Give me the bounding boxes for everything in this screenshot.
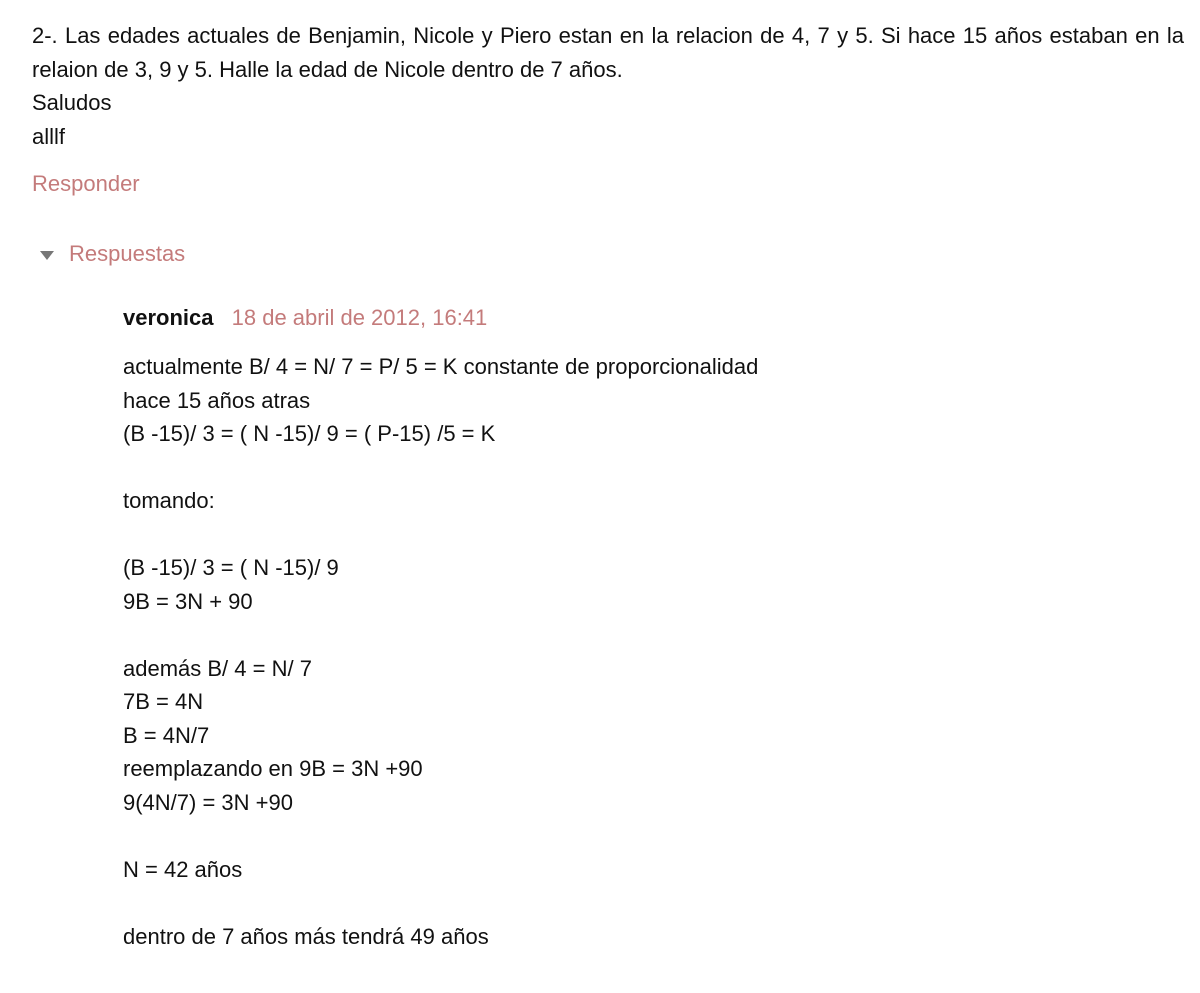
reply-link[interactable]: Responder bbox=[32, 171, 140, 196]
reply-line: reemplazando en 9B = 3N +90 bbox=[123, 756, 423, 781]
comment-signature: alllf bbox=[32, 123, 66, 149]
comment-question: 2-. Las edades actuales de Benjamin, Nicole y Piero estan en la relacion de 4, 7 y 5. Si hace 15 años estaban en la relaion de 3, 9 y 5. Halle la edad de Nicole dentro de 7 años. bbox=[32, 23, 1184, 82]
triangle-down-icon[interactable] bbox=[40, 251, 54, 260]
reply-line-blank bbox=[123, 518, 1153, 552]
comment-greeting: Saludos bbox=[32, 90, 112, 115]
reply-line: (B -15)/ 3 = ( N -15)/ 9 bbox=[123, 555, 339, 580]
reply-item bbox=[123, 301, 1153, 953]
reply-line: hace 15 años atras bbox=[123, 387, 311, 413]
reply-line: B = 4N/7 bbox=[123, 722, 210, 748]
reply-line: tomando: bbox=[123, 488, 215, 513]
reply-line: dentro de 7 años más tendrá 49 años bbox=[123, 923, 489, 949]
reply-line: (B -15)/ 3 = ( N -15)/ 9 = ( P-15) /5 = K bbox=[123, 421, 496, 446]
reply-line: 9(4N/7) = 3N +90 bbox=[123, 789, 293, 815]
reply-line-blank bbox=[123, 886, 1153, 920]
reply-line: además B/ 4 = N/ 7 bbox=[123, 655, 312, 681]
reply-line: 9B = 3N + 90 bbox=[123, 588, 253, 614]
reply-line: 7B = 4N bbox=[123, 689, 204, 714]
reply-body bbox=[123, 350, 1153, 953]
reply-author: veronica bbox=[123, 305, 214, 330]
reply-line: N = 42 años bbox=[123, 856, 243, 882]
reply-line-blank bbox=[123, 618, 1153, 652]
reply-line-blank bbox=[123, 819, 1153, 853]
replies-toggle[interactable] bbox=[40, 237, 185, 271]
replies-label[interactable]: Respuestas bbox=[69, 241, 186, 266]
comment bbox=[32, 19, 1184, 153]
reply-timestamp-link[interactable]: 18 de abril de 2012, 16:41 bbox=[231, 305, 488, 330]
reply-line: actualmente B/ 4 = N/ 7 = P/ 5 = K constante de proporcionalidad bbox=[123, 354, 759, 379]
reply-header bbox=[123, 301, 1153, 335]
reply-line-blank bbox=[123, 451, 1153, 485]
